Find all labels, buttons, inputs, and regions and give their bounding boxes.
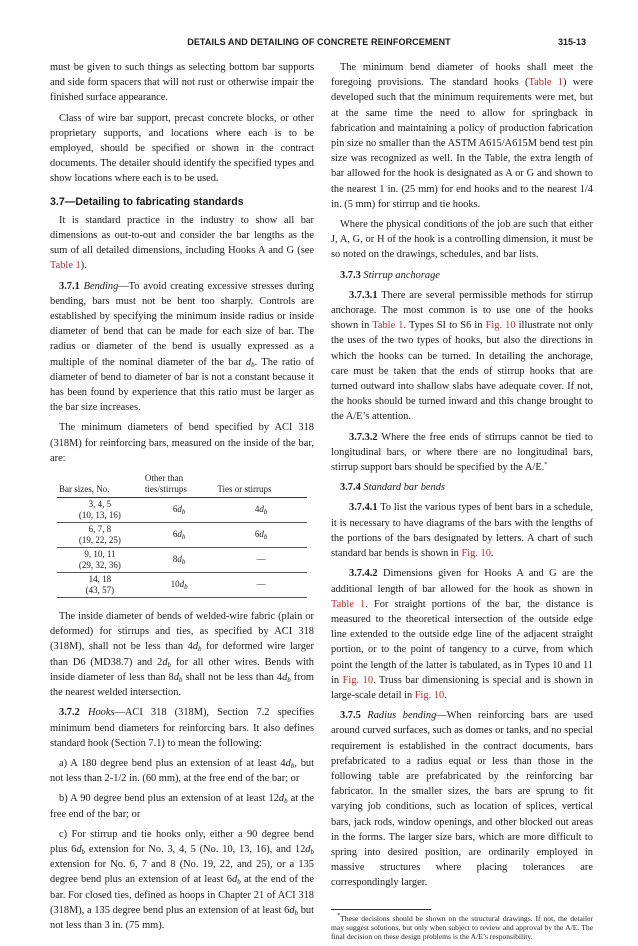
paragraph-3-7-3-2: 3.7.3.2 Where the free ends of stirrups cannot be tied to longitudinal bars, or where there are no longitudinal bars, stirrup support bars should be specified by the A/E.*	[331, 431, 593, 474]
left-column	[50, 60, 314, 938]
footnote: *These decisions should be shown on the structural drawings. If not, the detailer may suggest solutions, but only when subject to review and approval by the A/E. The final decision on these design problems is the A/E’s responsibility.	[331, 911, 593, 941]
footnote-divider	[331, 909, 431, 910]
footnote-marker: *	[544, 461, 548, 469]
table-1-link[interactable]: Table 1	[50, 260, 81, 272]
paragraph-3-7-1: 3.7.1 Bending—To avoid creating excessive stresses during bending, bars must not be bent too sharply. Controls are established by specifying the minimum inside radius or inside diameter of bend that can be made for each size of bar. The radius or diameter of the bend is usually expressed as a multiple of the nominal diameter of the bar $d_b$. The ratio of diameter of bend to diameter of bar is not a constant because it has been found by experience that this ratio must be larger as the bar size increases.	[50, 280, 314, 414]
list-item-b: b) A 90 degree bend plus an extension of at least $12d_b$ at the free end of the bar; or	[50, 793, 314, 820]
fig-10-link[interactable]: Fig. 10	[414, 689, 445, 701]
table-row: 6, 7, 8 (19, 22, 25) $6d_b$ $6d_b$	[57, 523, 307, 548]
paragraph: Where the physical conditions of the job are such that either J, A, G, or H of the hook is a controlling dimension, it must be so noted on the drawings, schedules, and bar lists.	[331, 219, 593, 261]
heading-3-7-3: 3.7.3 Stirrup anchorage	[340, 269, 440, 281]
table-header-bar-sizes: Bar sizes, No.	[57, 471, 143, 498]
paragraph-3-7-2: 3.7.2 Hooks—ACI 318 (318M), Section 7.2 specifies minimum bend diameters for reinforcing bars. It also defines standard hook (Section 7.1) to mean the following:	[50, 707, 314, 749]
fig-10-link[interactable]: Fig. 10	[461, 548, 491, 560]
running-header	[52, 37, 586, 51]
table-row: 3, 4, 5 (10, 13, 16) $6d_b$ $4d_b$	[57, 498, 307, 523]
page-number: 315-13	[557, 37, 586, 47]
section-heading-3-7: 3.7—Detailing to fabricating standards	[50, 195, 244, 208]
table-1-link[interactable]: Table 1	[372, 320, 404, 332]
paragraph-3-7-5: 3.7.5 Radius bending—When reinforcing bars are used around curved surfaces, such as domes or tanks, and no special requirement is established in the contract documents, bars prefabricated to a radius equal or less than those in the following table are prefabricated by the reinforcing bar fabricator. In the smaller sizes, the bars are sprung to fit varying job conditions, such as location of splices, vertical bars, jack rods, window openings, and other blocked out areas in the forms. The larger size bars, which are more difficult to spring into desired position, are ordinarily employed in massive structures where placing tolerances are correspondingly larger.	[331, 710, 593, 889]
table-row: 9, 10, 11 (29, 32, 36) $8d_b$ —	[57, 548, 307, 573]
paragraph: The inside diameter of bends of welded-wire fabric (plain or deformed) for stirrups and ties, as specified by ACI 318 (318M), shall not be less than $4d_b$ for deformed wire larger than D6 (MD38.7) and $2d_b$ for all other wires. Bends with inside diameter of less than $8d_b$ shall not be less than $4d_b$ from the nearest welded intersection.	[50, 611, 315, 699]
list-item-a: a) A 180 degree bend plus an extension of at least $4d_b$, but not less than 2-1/2 in. (60 mm), at the free end of the bar; or	[50, 757, 314, 785]
heading-3-7-4: 3.7.4 Standard bar bends	[340, 482, 445, 494]
fig-10-link[interactable]: Fig. 10	[485, 320, 516, 332]
paragraph: Class of wire bar support, precast concrete blocks, or other proprietary supports, and locations where each is to be employed, should be specified or shown in the contract documents. The detailer should identify the specified types and show locations where each is to be used.	[50, 112, 314, 185]
paragraph-3-7-3-1: 3.7.3.1 There are several permissible methods for stirrup anchorage. The most common is to use one of the hooks shown in Table 1. Types SI to S6 in Fig. 10 illustrate not only the uses of the two types of hooks, but also the directions in which the hooks can be turned. In detailing the anchorage, care must be taken that the ends of stirrup hooks that are turned outward into shallow slabs have adequate cover. If not, the hooks should be turned inward and this change brought to the A/E’s attention.	[331, 289, 593, 423]
list-item-c: c) For stirrup and tie hooks only, either a 90 degree bend plus $6d_b$ extension for No. 3, 4, 5 (No. 10, 13, 16), and $12d_b$ extension for No. 6, 7 and 8 (No. 19, 22, and 25), or a 135 degree bend plus an extension of at least $6d_b$ at the end of the bar. For closed ties, defined as hoops in Chapter 21 of ACI 318 (318M), a 135 degree bend plus an extension of at least $6d_b$ but not less than 3 in. (75 mm).	[50, 828, 314, 931]
right-column	[331, 60, 593, 946]
table-header-ties: Ties or stirrups	[215, 471, 307, 498]
table-row: 14, 18 (43, 57) $10d_b$ —	[57, 573, 307, 598]
table-1-link[interactable]: Table 1	[331, 598, 366, 610]
paragraph: must be given to such things as selecting bottom bar supports and side form spacers that will not rust or otherwise impair the finished surface appearance.	[50, 62, 314, 104]
paragraph: The minimum bend diameter of hooks shall meet the foregoing provisions. The standard hooks (Table 1) were developed such that the minimum requirements were met, but at the same time the need to allow for springback in fabrication and maintaining a policy of production fabrication pin size no smaller than the ASTM A615/A615M bend test pin size was recognized as well. In the Table, the extra length of bar allowed for the hook is designated as A or G and shown to the nearest 1 in. (25 mm) for end hooks and to the nearest 1/4 in. (5 mm) for stirrup and tie hooks.	[331, 62, 593, 210]
paragraph-3-7-4-2: 3.7.4.2 Dimensions given for Hooks A and G are the additional length of bar allowed for the hook as shown in Table 1. For straight portions of the bar, the distance is measured to the theoretical intersection of the outside edge line extended to the outside edge line of the adjacent straight portion, or to the point of tangency to a curve, from which point the length of the latter is tabulated, as in Types 10 and 11 in Fig. 10. Truss bar dimensioning is special and is shown in large-scale detail in Fig. 10.	[331, 568, 594, 701]
bend-diameter-table	[57, 471, 307, 598]
fig-10-link[interactable]: Fig. 10	[342, 674, 374, 686]
paragraph: It is standard practice in the industry to show all bar dimensions as out-to-out and consider the bar lengths as the sum of all detailed dimensions, including Hooks A and G (see Table 1).	[50, 214, 314, 272]
paragraph: The minimum diameters of bend specified by ACI 318 (318M) for reinforcing bars, measured on the inside of the bar, are:	[50, 422, 314, 464]
running-title: DETAILS AND DETAILING OF CONCRETE REINFORCEMENT	[187, 37, 451, 47]
paragraph-3-7-4-1: 3.7.4.1 To list the various types of bent bars in a schedule, it is necessary to have diagrams of the bars with the lengths of the portions of the bars designated by letters. A chart of such standard bar bends is shown in Fig. 10.	[331, 502, 593, 560]
table-1-link[interactable]: Table 1	[528, 77, 563, 89]
table-header-other: Other than ties/stirrups	[143, 471, 215, 498]
